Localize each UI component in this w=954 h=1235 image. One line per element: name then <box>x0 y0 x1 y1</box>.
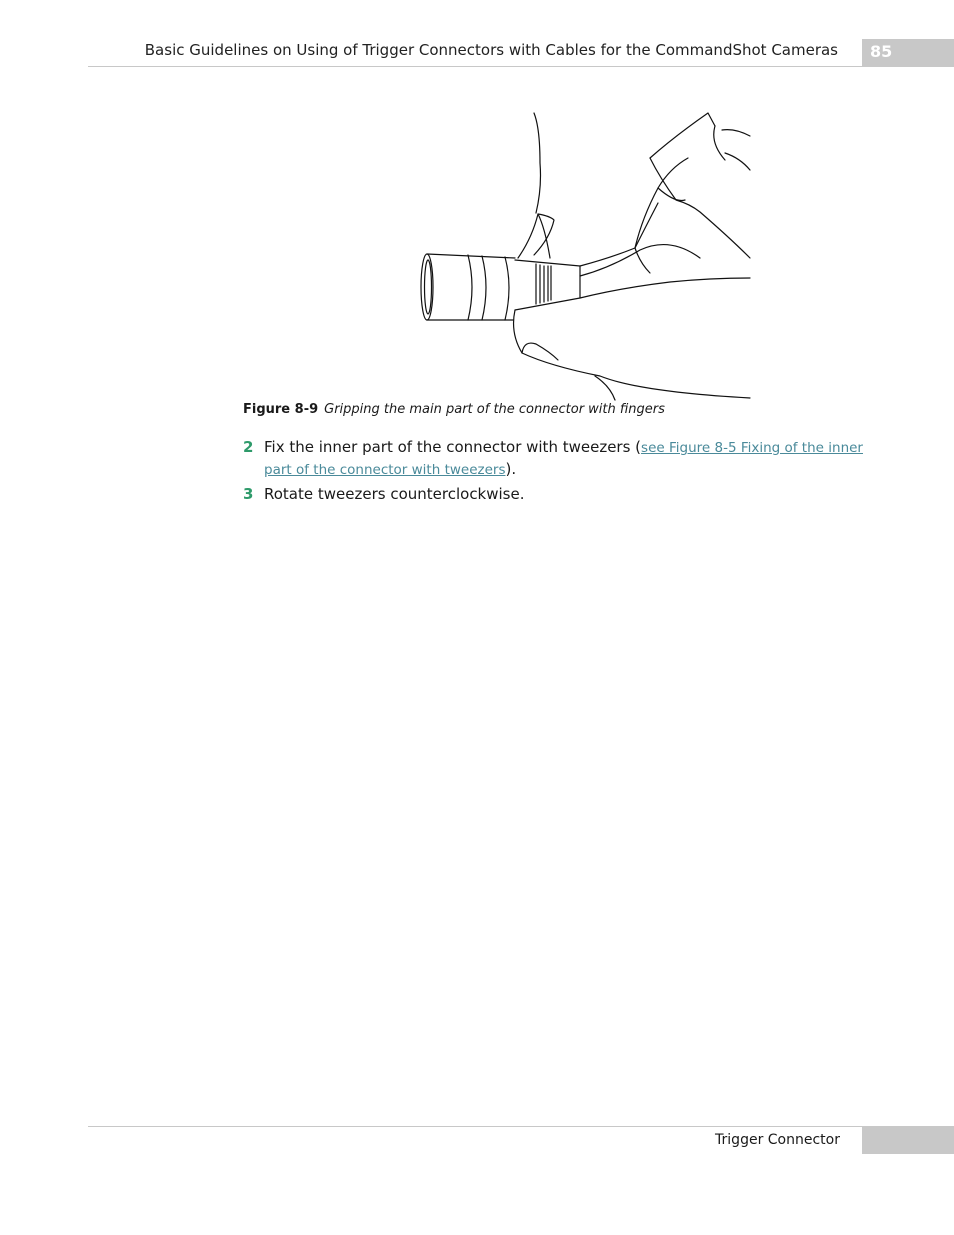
step-item <box>243 484 864 505</box>
footer-section-title: Trigger Connector <box>715 1132 840 1148</box>
step-item <box>243 437 864 481</box>
step-text-before: Fix the inner part of the connector with tweezers ( <box>264 438 642 456</box>
step-text: Rotate tweezers counterclockwise. <box>264 485 525 503</box>
step-number: 3 <box>243 485 254 503</box>
footer-tab <box>862 1127 954 1154</box>
figure-caption-text: Gripping the main part of the connector with fingers <box>324 402 665 417</box>
figure-reference-link[interactable]: see Figure 8-5 Fixing of the inner part of the connector with tweezers <box>264 440 863 478</box>
step-number: 2 <box>243 438 254 456</box>
connector-grip-illustration <box>410 108 760 402</box>
step-text <box>264 437 864 481</box>
figure-label: Figure 8-9 <box>243 402 319 417</box>
page-number-box <box>862 39 954 66</box>
header-divider <box>88 66 954 67</box>
page-header-title: Basic Guidelines on Using of Trigger Connectors with Cables for the CommandShot Cameras <box>144 41 838 59</box>
step-text-after: ). <box>505 460 517 478</box>
footer-divider <box>88 1126 954 1127</box>
page-number: 85 <box>870 42 893 61</box>
figure-caption <box>243 402 665 417</box>
